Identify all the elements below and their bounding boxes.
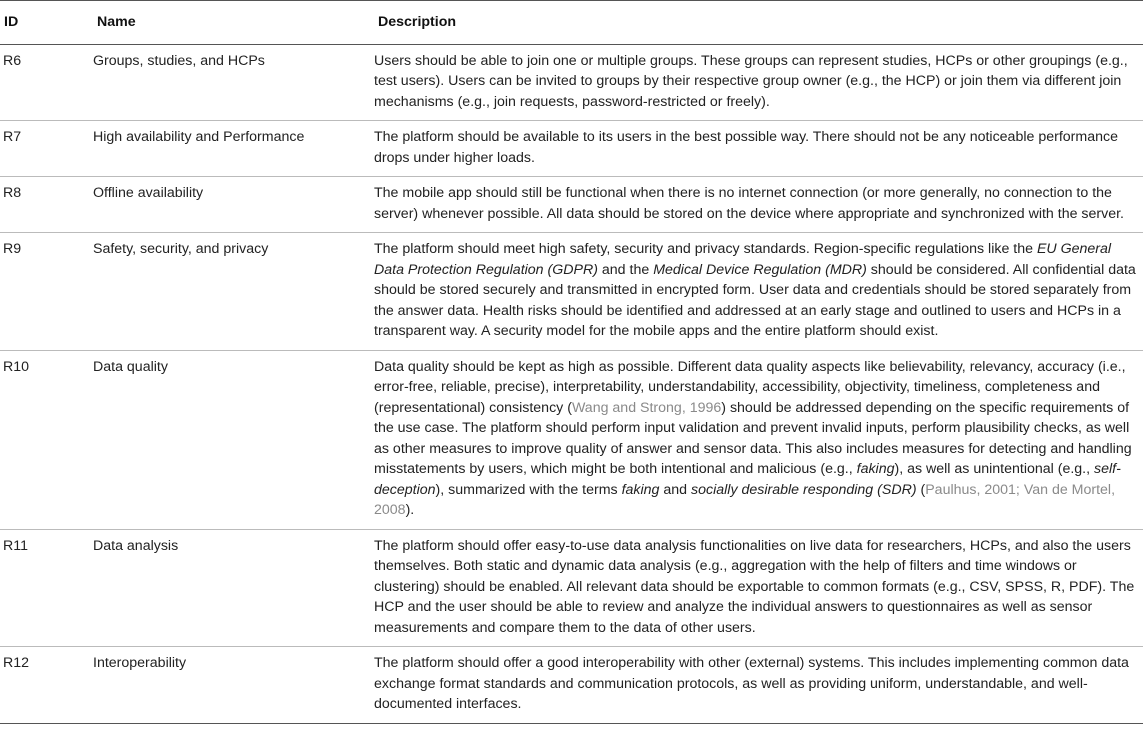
description-text: and the: [597, 261, 654, 278]
description-text: faking: [621, 481, 660, 498]
description-text: faking: [856, 461, 895, 477]
row-id: R6: [0, 44, 93, 121]
table-row: [0, 44, 1143, 121]
row-description: [374, 177, 1143, 233]
row-id: R7: [0, 121, 93, 177]
description-text: ), as well as unintentional (e.g.,: [894, 461, 1095, 477]
table-row: [0, 233, 1143, 351]
row-description: [374, 350, 1143, 529]
table-row: [0, 529, 1143, 647]
header-id: ID: [0, 1, 93, 45]
row-name: Data quality: [93, 350, 374, 529]
row-name: Interoperability: [93, 647, 374, 724]
row-description: [374, 647, 1143, 724]
row-description: [374, 44, 1143, 121]
row-description: [374, 529, 1143, 647]
table-row: [0, 121, 1143, 177]
description-text: should be considered. All confidential data should be stored securely and transmitted in encrypted form. User data and credentials should be stored separately from the answer data. Health risks should be identified and addressed at an early stage and outlined to users and HCPs in a transparent way. A security model for the mobile apps and the entire platform should exist.: [374, 261, 1136, 339]
description-text: The platform should offer a good interoperability with other (external) systems. This includes implementing common data exchange format standards and communication protocols, as well as providing uniform, understandable, and well-documented interfaces.: [374, 655, 1129, 712]
description-text: self-deception: [374, 461, 1121, 498]
description-text: EU General Data Protection Regulation (GDPR): [374, 241, 1112, 278]
header-name: Name: [93, 1, 374, 45]
row-name: Offline availability: [93, 177, 374, 233]
description-text: ) should be addressed depending on the specific requirements of the use case. The platform should perform input validation and prevent invalid inputs, perform plausibility checks, as well as other measures to improve quality of answer and sensor data. This also includes measures for detecting and handling misstatements by users, which might be both intentional and malicious (e.g.,: [374, 399, 1132, 477]
row-description: [374, 233, 1143, 351]
row-id: R8: [0, 177, 93, 233]
row-name: Groups, studies, and HCPs: [93, 44, 374, 121]
table-body: [0, 44, 1143, 723]
description-text: The mobile app should still be functional when there is no internet connection (or more generally, no connection to the server) whenever possible. All data should be stored on the device where appropriate and synchronized with the server.: [374, 185, 1125, 222]
description-text: Data quality should be kept as high as possible. Different data quality aspects like believability, relevancy, accuracy (i.e., error-free, reliable, precise), interpretability, understandability, accessibility, objectivity, timeliness, completeness and (representational) consistency (: [374, 358, 1126, 416]
row-id: R12: [0, 647, 93, 724]
table-row: [0, 647, 1143, 724]
row-id: R11: [0, 529, 93, 647]
description-text: Users should be able to join one or multiple groups. These groups can represent studies, HCPs or other groupings (e.g., test users). Users can be invited to groups by their respective group owner (e.g., the HCP) or join them via different join mechanisms (e.g., join requests, password-restricted or freely).: [374, 52, 1128, 110]
row-name: Data analysis: [93, 529, 374, 647]
description-text: Medical Device Regulation (MDR): [653, 261, 867, 278]
row-description: [374, 121, 1143, 177]
description-text: ), summarized with the terms: [435, 481, 622, 498]
table-row: [0, 350, 1143, 529]
citation-link[interactable]: Wang and Strong, 1996: [571, 399, 722, 416]
description-text: ).: [405, 502, 415, 518]
description-text: and: [659, 481, 692, 498]
row-id: R9: [0, 233, 93, 351]
description-text: The platform should be available to its users in the best possible way. There should not be any noticeable performance drops under higher loads.: [374, 129, 1118, 166]
header-description: Description: [374, 1, 1143, 45]
description-text: socially desirable responding (SDR): [691, 481, 917, 498]
row-id: R10: [0, 350, 93, 529]
table-header: [0, 1, 1143, 45]
description-text: (: [916, 481, 926, 498]
description-text: The platform should offer easy-to-use data analysis functionalities on live data for researchers, HCPs, and also the users themselves. Both static and dynamic data analysis (e.g., aggregation with the help of filters and time windows or clustering) should be enabled. All relevant data should be exportable to common formats (e.g., CSV, SPSS, R, PDF). The HCP and the user should be able to review and analyze the individual answers to questionnaires as well as sensor measurements and compare them to the data of other users.: [374, 537, 1135, 636]
citation-link[interactable]: Paulhus, 2001; Van de Mortel, 2008: [374, 481, 1116, 518]
header-row: [0, 1, 1143, 45]
row-name: Safety, security, and privacy: [93, 233, 374, 351]
description-text: The platform should meet high safety, security and privacy standards. Region-specific regulations like the: [374, 241, 1037, 257]
table-row: [0, 177, 1143, 233]
row-name: High availability and Performance: [93, 121, 374, 177]
